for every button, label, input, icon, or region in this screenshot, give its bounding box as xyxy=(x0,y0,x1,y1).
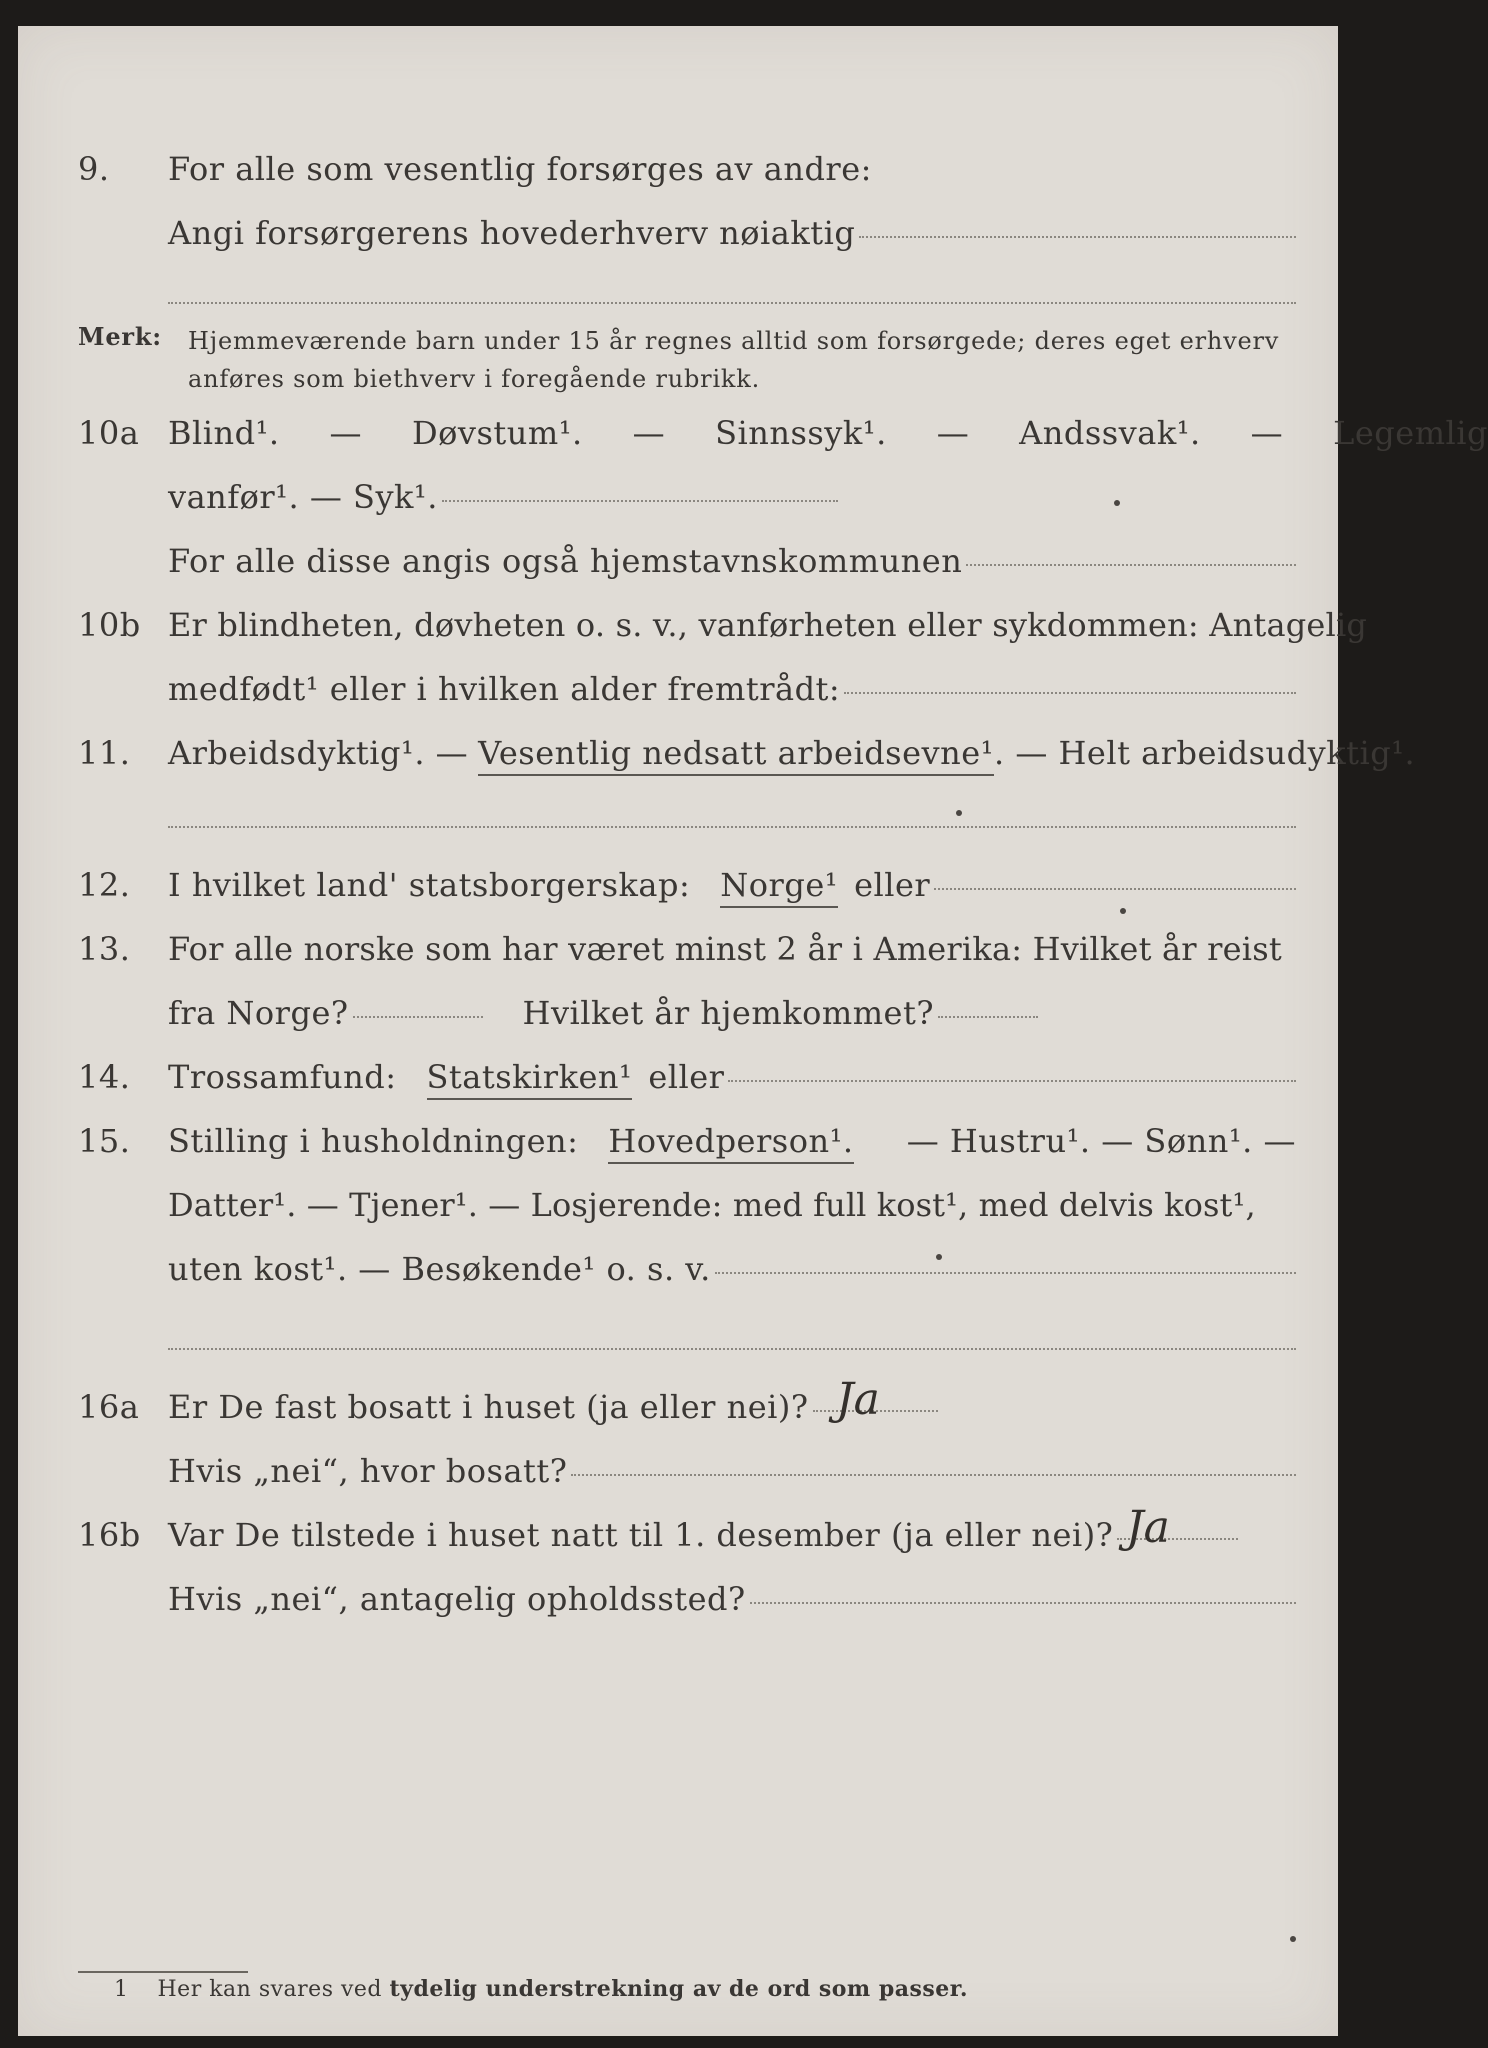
question-text: Hvis „nei“, hvor bosatt? xyxy=(168,1452,568,1490)
footnote xyxy=(114,1976,968,2002)
question-text: Datter¹. — Tjener¹. — Losjerende: med full kost¹, med delvis kost¹, xyxy=(168,1186,1256,1224)
question-16b-line-2 xyxy=(18,1580,1338,1626)
question-text: medfødt¹ eller i hvilken alder fremtrådt: xyxy=(168,670,841,708)
census-form-page xyxy=(18,26,1488,2036)
separator: — xyxy=(936,414,970,452)
answer-field-dotted-line[interactable] xyxy=(750,1602,1296,1604)
question-text: For alle norske som har været minst 2 år i Amerika: Hvilket år reist xyxy=(168,930,1282,968)
ink-speck xyxy=(936,1254,942,1260)
question-text: eller xyxy=(854,866,931,904)
question-number: 16a xyxy=(78,1388,140,1426)
option-hovedperson-underlined: Hovedperson¹. xyxy=(608,1122,853,1164)
answer-field-dotted-line[interactable] xyxy=(715,1272,1296,1274)
question-text: Stilling i husholdningen: xyxy=(168,1122,579,1160)
note-text: Hjemmeværende barn under 15 år regnes alltid som forsørgede; deres eget erhverv anføres som biethverv i foregående rubrikk. xyxy=(188,327,1280,393)
question-14 xyxy=(18,1058,1338,1104)
question-number: 10b xyxy=(78,606,141,644)
question-text: fra Norge? xyxy=(168,994,349,1032)
ink-speck xyxy=(1114,500,1120,506)
answer-field-dotted-line[interactable] xyxy=(442,500,838,502)
footnote-text-bold: tydelig understrekning av de ord som passer. xyxy=(389,1976,969,2002)
question-number: 16b xyxy=(78,1516,141,1554)
question-number: 10a xyxy=(78,414,140,452)
question-10a-line-1 xyxy=(18,414,1488,460)
option-statskirken-underlined: Statskirken¹ xyxy=(427,1058,633,1100)
answer-field-dotted-line[interactable] xyxy=(168,826,1296,828)
question-10b-line-2 xyxy=(18,670,1338,716)
option-andssvak: Andssvak¹. xyxy=(1019,414,1201,452)
question-text: Hvis „nei“, antagelig opholdssted? xyxy=(168,1580,746,1618)
question-15-line-1 xyxy=(18,1122,1338,1168)
answer-field-dotted-line[interactable] xyxy=(844,692,1296,694)
answer-field-dotted-line[interactable] xyxy=(966,564,1296,566)
answer-field-dotted-line[interactable] xyxy=(571,1474,1296,1476)
handwritten-answer: Ja xyxy=(836,1374,880,1425)
question-number: 14. xyxy=(78,1058,131,1096)
ink-speck xyxy=(1290,1936,1296,1942)
answer-field-dotted-line[interactable] xyxy=(168,1348,1296,1350)
option-blind: Blind¹. xyxy=(168,414,280,452)
question-13-line-2 xyxy=(18,994,1338,1040)
ink-speck xyxy=(1120,908,1126,914)
option-arbeidsudyktig: . — Helt arbeidsudyktig¹. xyxy=(993,734,1416,772)
question-text: For alle som vesentlig forsørges av andre: xyxy=(168,150,872,188)
question-number: 12. xyxy=(78,866,131,904)
answer-field-dotted-line[interactable] xyxy=(938,1016,1038,1018)
question-number: 15. xyxy=(78,1122,131,1160)
option-legemlig: Legemlig xyxy=(1333,414,1488,452)
option-norge-underlined: Norge¹ xyxy=(720,866,838,908)
answer-field-dotted-line[interactable] xyxy=(859,236,1296,238)
question-10b-line-1 xyxy=(18,606,1368,652)
question-text: — Hustru¹. — Sønn¹. — xyxy=(906,1122,1296,1160)
note-label: Merk: xyxy=(78,322,162,351)
question-9-line-1 xyxy=(18,150,1338,196)
question-13-line-1 xyxy=(18,930,1338,976)
separator: — xyxy=(329,414,363,452)
option-dovstum: Døvstum¹. xyxy=(411,414,583,452)
question-text: Er blindheten, døvheten o. s. v., vanførheten eller sykdommen: Antagelig xyxy=(168,606,1368,644)
question-16a-line-1 xyxy=(18,1388,1338,1434)
question-number: 11. xyxy=(78,734,131,772)
answer-field-dotted-line[interactable] xyxy=(353,1016,483,1018)
option-nedsatt-arbeidsevne-underlined: Vesentlig nedsatt arbeidsevne¹ xyxy=(478,734,994,776)
question-text: Hvilket år hjemkommet? xyxy=(522,994,934,1032)
question-10a-line-3 xyxy=(18,542,1338,588)
question-text: Angi forsørgerens hovederhverv nøiaktig xyxy=(168,214,856,252)
answer-field-dotted-line[interactable] xyxy=(934,888,1296,890)
option-arbeidsdyktig: Arbeidsdyktig¹. — xyxy=(168,734,469,772)
question-number: 13. xyxy=(78,930,131,968)
question-text: I hvilket land' statsborgerskap: xyxy=(168,866,691,904)
note-block xyxy=(78,322,1296,402)
question-text: Trossamfund: xyxy=(168,1058,397,1096)
separator: — xyxy=(1250,414,1284,452)
question-15-line-3 xyxy=(18,1250,1338,1296)
question-15-line-2 xyxy=(18,1186,1338,1232)
question-text: For alle disse angis også hjemstavnskommunen xyxy=(168,542,963,580)
ink-speck xyxy=(956,810,962,816)
footnote-text: Her kan svares ved xyxy=(157,1977,383,2002)
question-number: 9. xyxy=(78,150,110,188)
answer-field-dotted-line[interactable] xyxy=(728,1080,1296,1082)
answer-field-dotted-line[interactable] xyxy=(168,302,1296,304)
question-text: vanfør¹. — Syk¹. xyxy=(168,478,438,516)
handwritten-answer: Ja xyxy=(1126,1502,1170,1553)
question-text: uten kost¹. — Besøkende¹ o. s. v. xyxy=(168,1250,711,1288)
question-text: Er De fast bosatt i huset (ja eller nei)? xyxy=(168,1388,809,1426)
option-sinnssyk: Sinnssyk¹. xyxy=(715,414,887,452)
question-10a-line-2 xyxy=(18,478,1338,524)
question-9-line-2 xyxy=(18,214,1338,260)
question-16a-line-2 xyxy=(18,1452,1338,1498)
question-text: eller xyxy=(648,1058,725,1096)
question-text: Var De tilstede i huset natt til 1. desember (ja eller nei)? xyxy=(168,1516,1114,1554)
question-12 xyxy=(18,866,1338,912)
separator: — xyxy=(632,414,666,452)
footnote-mark: 1 xyxy=(114,1977,129,2002)
footnote-rule xyxy=(78,1971,248,1973)
question-11 xyxy=(18,734,1416,780)
